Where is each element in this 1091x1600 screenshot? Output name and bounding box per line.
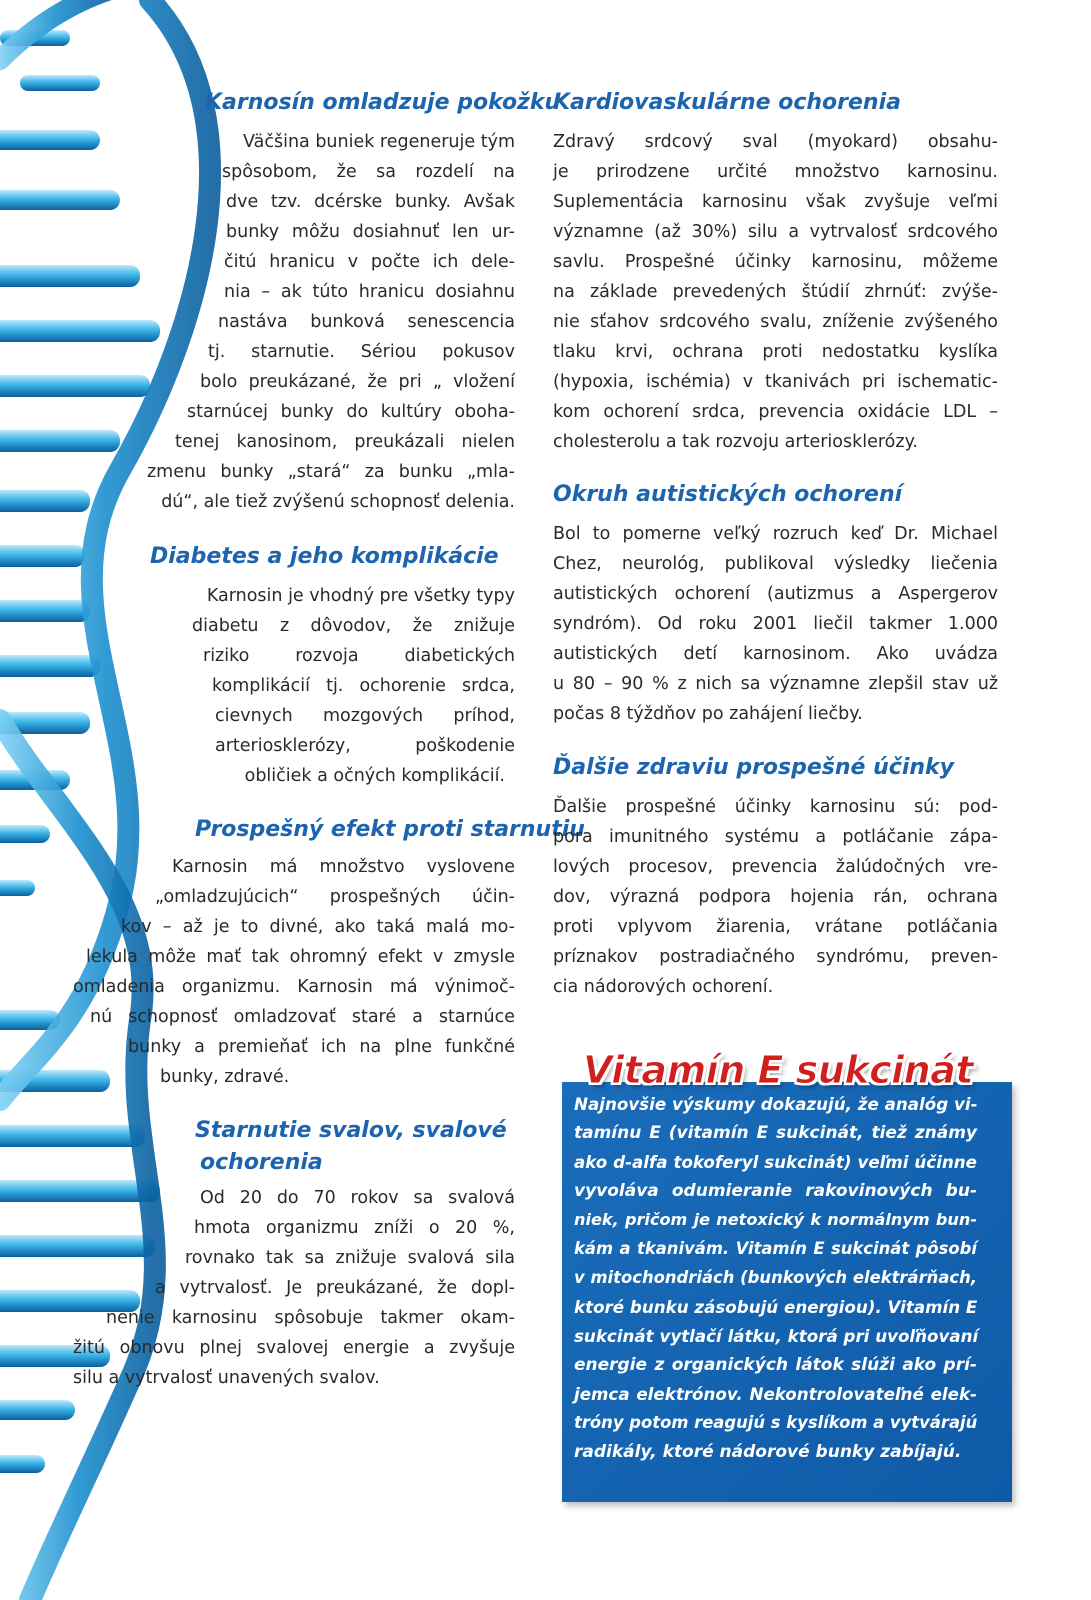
text-line: silu a vytrvalosť unavených svalov. (73, 1368, 380, 1388)
text-line: lových procesov, prevencia žalúdočných vre- (553, 857, 998, 877)
vitamin-line: energie z organických látok slúži ako prí- (574, 1355, 977, 1375)
vitamin-line: jemca elektrónov. Nekontrolovateľné elek- (574, 1384, 977, 1404)
text-line: zmenu bunky „stará“ za bunku „mla- (147, 462, 515, 482)
text-line: syndróm). Od roku 2001 liečil takmer 1.000 (553, 614, 998, 634)
text-line: Karnosin má množstvo vyslovene (172, 857, 515, 877)
heading-dalsie: Ďalšie zdraviu prospešné účinky (553, 755, 955, 780)
text-line: tenej kanosinom, preukázali nielen (175, 432, 515, 452)
text-line: „omladzujúcich“ prospešných účin- (155, 887, 515, 907)
vitamin-line: v mitochondriách (bunkových elektrárňach, (574, 1268, 977, 1287)
text-line: žitú obnovu plnej svalovej energie a zvyšuje (73, 1338, 515, 1358)
text-line: cievnych mozgových príhod, (215, 706, 515, 726)
vitamin-line: vyvoláva odumieranie rakovinových bu- (574, 1181, 977, 1201)
text-line: cholesterolu a tak rozvoju arteriosklerózy. (553, 432, 918, 452)
text-line: príznakov postradiačného syndrómu, preven- (553, 947, 998, 967)
vitamin-line: radikály, ktoré nádorové bunky zabíjajú. (574, 1442, 962, 1462)
text-line: na základe prevedených štúdií zhrnúť: zvýše- (553, 282, 998, 302)
text-line: je prirodzene určité množstvo karnosinu. (553, 162, 998, 182)
text-line: Karnosin je vhodný pre všetky typy (206, 586, 515, 606)
vitamin-line: tamínu E (vitamín E sukcinát, tiež známy (574, 1123, 977, 1143)
heading-svaly-2: ochorenia (200, 1150, 323, 1175)
text-line: Bol to pomerne veľký rozruch keď Dr. Michael (553, 524, 998, 544)
text-line: hmota organizmu zníži o 20 %, (194, 1218, 515, 1238)
vitamin-title: Vitamín E sukcinát (583, 1048, 974, 1092)
text-line: nastáva bunková senescencia (218, 312, 515, 332)
text-line: cia nádorových ochorení. (553, 977, 774, 997)
text-line: dve tzv. dcérske bunky. Avšak (226, 192, 515, 212)
text-line: autistických detí karnosinom. Ako uvádza (553, 644, 998, 664)
text-line: spôsobom, že sa rozdelí na (222, 162, 515, 182)
vitamin-line: ako d-alfa tokoferyl sukcinát) veľmi účinne (574, 1152, 977, 1172)
text-line: kom ochorení srdca, prevencia oxidácie LDL – (553, 402, 998, 422)
text-line: arteriosklerózy, poškodenie (215, 736, 515, 756)
text-line: starnúcej bunky do kultúry oboha- (187, 402, 515, 422)
text-line: nia – ak túto hranicu dosiahnu (224, 282, 515, 302)
vitamin-line: niek, pričom je netoxický k normálnym bun- (574, 1210, 977, 1229)
text-line: Chez, neurológ, publikoval výsledky liečenia (553, 554, 998, 574)
text-line: bunky môžu dosiahnuť len ur- (226, 222, 515, 242)
text-line: omladenia organizmu. Karnosin má výnimoč- (73, 977, 515, 997)
text-line: u 80 – 90 % z nich sa významne zlepšil stav už (553, 674, 998, 694)
text-line: rovnako tak sa znižuje svalová sila (185, 1248, 515, 1268)
text-line: tlaku krvi, ochrana proti nedostatku kyslíka (553, 342, 998, 362)
text-line: Väčšina buniek regeneruje tým (243, 132, 515, 152)
text-line: Od 20 do 70 rokov sa svalová (200, 1188, 515, 1208)
text-line: dov, výrazná podpora hojenia rán, ochrana (553, 887, 998, 907)
text-line: pora imunitného systému a potláčanie zápa- (553, 827, 998, 847)
text-line: Ďalšie prospešné účinky karnosinu sú: pod- (553, 797, 998, 817)
text-line: čitú hranicu v počte ich dele- (224, 252, 515, 272)
text-line: bunky a premieňať ich na plne funkčné (128, 1037, 515, 1057)
text-line: nie sťahov srdcového svalu, zníženie zvýšeného (553, 312, 998, 332)
vitamin-line: Najnovšie výskumy dokazujú, že analóg vi- (574, 1094, 978, 1114)
text-line: proti vplyvom žiarenia, vrátane potláčania (553, 917, 998, 937)
heading-autizmus: Okruh autistických ochorení (553, 482, 903, 507)
heading-svaly-1: Starnutie svalov, svalové (195, 1118, 507, 1143)
text-line: komplikácií tj. ochorenie srdca, (212, 676, 515, 696)
text-line: bolo preukázané, že pri „ vložení (200, 372, 515, 392)
text-line: významne (až 30%) silu a vytrvalosť srdcového (553, 222, 998, 242)
text-line: dú“, ale tiež zvýšenú schopnosť delenia. (161, 492, 515, 512)
text-line: diabetu z dôvodov, že znižuje (192, 616, 515, 636)
vitamin-line: kám a tkanivám. Vitamín E sukcinát pôsobí (574, 1239, 977, 1258)
text-line: (hypoxia, ischémia) v tkanivách pri ischematic- (553, 372, 998, 392)
text-line: bunky, zdravé. (160, 1067, 290, 1087)
heading-kardio: Kardiovaskulárne ochorenia (553, 90, 901, 115)
text-line: savlu. Prospešné účinky karnosinu, môžeme (553, 252, 998, 272)
text-line: počas 8 týždňov po zahájení liečby. (553, 704, 863, 724)
text-line: riziko rozvoja diabetických (203, 646, 515, 666)
text-line: obličiek a očných komplikácií. (244, 766, 505, 786)
heading-starnutie: Prospešný efekt proti starnutiu (195, 817, 585, 842)
text-line: lekula môže mať tak ohromný efekt v zmysle (86, 947, 515, 967)
vitamin-info-box (562, 1082, 1012, 1502)
text-line: nenie karnosinu spôsobuje takmer okam- (106, 1308, 515, 1328)
heading-diabetes: Diabetes a jeho komplikácie (150, 544, 499, 569)
text-line: Zdravý srdcový sval (myokard) obsahu- (553, 132, 998, 152)
vitamin-line: ktoré bunku zásobujú energiou). Vitamín E (574, 1297, 978, 1317)
text-line: a vytrvalosť. Je preukázané, že dopl- (155, 1278, 515, 1298)
vitamin-line: tróny potom reagujú s kyslíkom a vytvárajú (574, 1413, 978, 1432)
text-line: nú schopnosť omladzovať staré a starnúce (90, 1007, 515, 1027)
text-line: Suplementácia karnosinu však zvyšuje veľmi (553, 192, 998, 212)
vitamin-line: sukcinát vytlačí látku, ktorá pri uvoľňovaní (574, 1326, 979, 1346)
text-line: kov – až je to divné, ako taká malá mo- (121, 917, 515, 937)
text-line: tj. starnutie. Sériou pokusov (208, 342, 515, 362)
heading-karnosin: Karnosín omladzuje pokožku (205, 90, 561, 115)
text-line: autistických ochorení (autizmus a Aspergerov (553, 584, 998, 604)
